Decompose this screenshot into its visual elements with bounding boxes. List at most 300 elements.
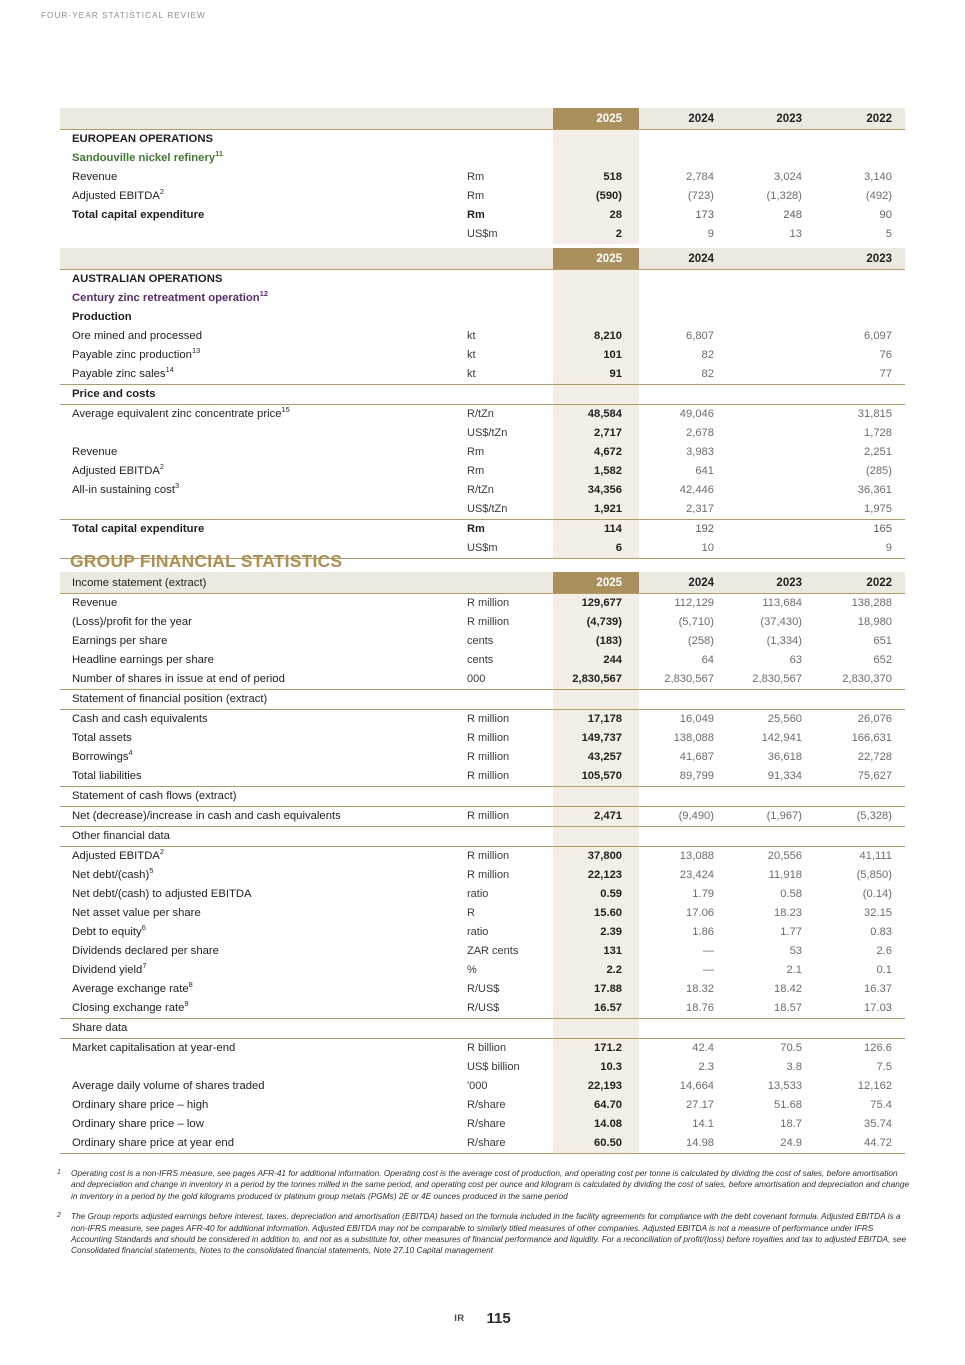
row-value: 89,799	[679, 770, 715, 782]
row-value-cell	[727, 613, 815, 632]
row-unit-cell	[463, 365, 553, 385]
row-label: Statement of cash flows (extract)	[72, 790, 237, 802]
row-label	[60, 1058, 463, 1077]
footer-ir-label: IR	[454, 1313, 465, 1324]
table-row	[60, 1058, 905, 1077]
row-value: 53	[789, 945, 803, 957]
row-label: Ore mined and processed	[72, 330, 202, 342]
row-value: 22,728	[857, 751, 893, 763]
row-value: 6	[615, 542, 622, 554]
row-value-cell	[639, 1058, 727, 1077]
row-unit: R million	[467, 810, 510, 822]
row-value-cell	[639, 327, 727, 346]
table-row	[60, 980, 905, 999]
row-unit: R/tZn	[467, 408, 494, 420]
footnote-ref: 4	[128, 748, 133, 758]
row-label: Dividend yield$^7$	[72, 961, 147, 976]
row-value: 18,980	[857, 616, 893, 628]
footnote-ref: 5	[149, 866, 154, 876]
row-value-cell	[639, 961, 727, 980]
row-unit: ZAR cents	[467, 945, 519, 957]
row-value-cell	[639, 904, 727, 923]
column-header-year-2025: 2025	[553, 248, 639, 270]
row-unit-cell	[463, 1134, 553, 1154]
row-value-cell	[639, 1134, 727, 1154]
row-label: Ordinary share price – low	[72, 1118, 204, 1130]
table-row	[60, 385, 905, 405]
table-row	[60, 866, 905, 885]
table-row	[60, 827, 905, 847]
row-label-cell	[60, 187, 463, 206]
row-value-cell	[553, 613, 639, 632]
table-row	[60, 1039, 905, 1059]
row-value: (1,334)	[766, 635, 803, 647]
row-value-cell	[553, 206, 639, 225]
row-unit-cell	[463, 827, 553, 847]
row-value	[727, 130, 815, 149]
row-label-cell	[60, 149, 463, 168]
row-value: (183)	[595, 635, 623, 647]
row-unit: R/US$	[467, 1002, 500, 1014]
row-unit-cell	[463, 168, 553, 187]
row-value-cell	[553, 807, 639, 827]
row-value: 1,921	[594, 503, 622, 515]
table-row	[60, 807, 905, 827]
page-footer	[0, 1310, 965, 1328]
footnote-marker: 2	[57, 1212, 61, 1220]
column-header-year-2023: 2023	[727, 108, 815, 130]
row-value-cell	[553, 168, 639, 187]
row-value	[815, 1019, 905, 1038]
row-value: 82	[701, 349, 714, 361]
row-label-cell	[60, 923, 463, 942]
row-unit-cell	[463, 904, 553, 923]
row-unit: R/share	[467, 1099, 506, 1111]
row-label-cell	[60, 748, 463, 767]
row-value: 4,672	[594, 446, 622, 458]
row-value: 22,123	[587, 869, 623, 881]
row-unit-cell	[463, 1019, 553, 1039]
row-value-cell	[815, 710, 905, 730]
row-unit: US$m	[467, 228, 498, 240]
row-unit-cell	[463, 980, 553, 999]
row-value-cell	[727, 443, 905, 462]
row-unit-cell	[463, 670, 553, 690]
australian-operations-table	[60, 248, 905, 559]
row-value-cell	[639, 866, 727, 885]
row-label-cell	[60, 385, 463, 405]
row-value: 64.70	[594, 1099, 623, 1111]
row-label-cell	[60, 443, 463, 462]
row-label: Total liabilities	[72, 770, 142, 782]
table-row	[60, 904, 905, 923]
row-value-cell	[815, 866, 905, 885]
column-header-year-2023: 2023	[727, 248, 905, 270]
row-label: Net asset value per share	[72, 907, 201, 919]
row-unit: R million	[467, 597, 510, 609]
footnote-marker: 1	[57, 1169, 61, 1176]
row-value-cell	[639, 651, 727, 670]
row-unit-cell	[463, 613, 553, 632]
row-value	[553, 270, 639, 289]
row-value	[639, 308, 727, 327]
row-value-cell	[553, 980, 639, 999]
row-value-cell	[727, 424, 905, 443]
row-value-cell	[727, 827, 815, 847]
row-value-cell	[727, 961, 815, 980]
row-value-cell	[639, 225, 727, 244]
column-header-year-2022: 2022	[815, 572, 905, 594]
row-value: 0.59	[600, 888, 623, 900]
row-unit-cell	[463, 1039, 553, 1059]
row-value-cell	[727, 1019, 815, 1039]
row-unit-cell	[463, 866, 553, 885]
row-value: —	[702, 964, 715, 976]
row-value-cell	[553, 827, 639, 847]
row-unit-cell	[463, 942, 553, 961]
row-value: 166,631	[851, 732, 893, 744]
row-unit-cell	[463, 1096, 553, 1115]
row-value-cell	[727, 187, 815, 206]
row-unit-cell	[463, 405, 553, 425]
row-label-cell	[60, 827, 463, 847]
row-value-cell	[553, 1019, 639, 1039]
row-value-cell	[727, 327, 905, 346]
row-value-cell	[553, 424, 639, 443]
row-value	[727, 308, 905, 327]
row-value: 3,140	[864, 171, 892, 183]
row-value-cell	[727, 690, 815, 710]
group-financial-statistics-table-wrap	[60, 572, 905, 1154]
row-value-cell	[639, 539, 727, 559]
row-value: 652	[873, 654, 893, 666]
row-label-cell	[60, 365, 463, 385]
row-unit-cell	[463, 1077, 553, 1096]
row-value-cell	[727, 1115, 815, 1134]
row-value-cell	[815, 225, 905, 244]
row-value: 0.83	[870, 926, 893, 938]
row-unit-cell	[463, 787, 553, 807]
row-value-cell	[553, 1134, 639, 1154]
row-value: 171.2	[594, 1042, 623, 1054]
row-label-cell	[60, 520, 463, 540]
row-label: Price and costs	[72, 388, 156, 400]
row-value-cell	[553, 961, 639, 980]
row-value-cell	[553, 904, 639, 923]
row-unit-cell	[463, 923, 553, 942]
row-unit-cell	[463, 346, 553, 365]
row-value-cell	[727, 594, 815, 614]
row-value-cell	[727, 168, 815, 187]
table-row	[60, 365, 905, 385]
row-value: 9	[885, 542, 892, 554]
australian-operations-table-wrap	[60, 248, 905, 559]
column-header-year-2023: 2023	[727, 572, 815, 594]
row-label-cell	[60, 710, 463, 730]
row-label-cell	[60, 866, 463, 885]
row-unit	[463, 1019, 553, 1038]
row-value-cell	[639, 613, 727, 632]
row-value: 17.06	[686, 907, 715, 919]
row-value: 165	[873, 523, 892, 535]
running-head: FOUR-YEAR STATISTICAL REVIEW	[41, 11, 206, 20]
row-value	[553, 130, 639, 149]
row-value	[553, 690, 639, 709]
row-value	[815, 130, 905, 149]
row-value: 36,618	[767, 751, 803, 763]
row-unit: kt	[467, 349, 476, 361]
row-unit-cell	[463, 1115, 553, 1134]
row-label: Net (decrease)/increase in cash and cash equivalents	[72, 810, 341, 822]
row-unit: US$/tZn	[467, 427, 508, 439]
row-value-cell	[727, 225, 815, 244]
table-row	[60, 405, 905, 425]
row-value: 18.7	[780, 1118, 803, 1130]
row-value: 35.74	[864, 1118, 893, 1130]
row-value	[553, 149, 639, 168]
table-header-label: Income statement (extract)	[60, 572, 553, 594]
row-value-cell	[727, 923, 815, 942]
row-value-cell	[553, 1058, 639, 1077]
row-value: 142,941	[761, 732, 803, 744]
row-value: 2,717	[594, 427, 622, 439]
row-value: 518	[603, 171, 622, 183]
row-value: 651	[873, 635, 893, 647]
row-value-cell	[639, 385, 727, 405]
row-unit-cell	[463, 308, 553, 327]
row-value-cell	[639, 670, 727, 690]
row-value-cell	[553, 729, 639, 748]
table-row	[60, 787, 905, 807]
row-unit: R/share	[467, 1118, 506, 1130]
row-value	[639, 787, 727, 806]
row-value-cell	[639, 1019, 727, 1039]
row-value: 2.39	[600, 926, 623, 938]
row-unit: ratio	[467, 888, 489, 900]
row-unit-cell	[463, 149, 553, 168]
row-value: 2,830,567	[572, 673, 623, 685]
column-header-year-2024: 2024	[639, 572, 727, 594]
row-value: 10.3	[600, 1061, 623, 1073]
row-label-cell	[60, 308, 463, 327]
row-value: 18.42	[774, 983, 803, 995]
row-value: 75,627	[857, 770, 893, 782]
row-value-cell	[639, 748, 727, 767]
row-value: 22,193	[587, 1080, 623, 1092]
row-label: Production	[72, 311, 132, 323]
table-row	[60, 613, 905, 632]
row-label-cell	[60, 462, 463, 481]
row-unit	[463, 270, 553, 289]
row-value-cell	[639, 999, 727, 1019]
row-value-cell	[727, 670, 815, 690]
row-value-cell	[639, 632, 727, 651]
row-unit	[463, 308, 553, 327]
row-unit-cell	[463, 187, 553, 206]
row-value-cell	[553, 1077, 639, 1096]
row-value-cell	[727, 787, 815, 807]
row-value-cell	[815, 1077, 905, 1096]
row-value: 17.03	[864, 1002, 893, 1014]
row-value-cell	[639, 885, 727, 904]
row-value-cell	[815, 1058, 905, 1077]
row-value-cell	[639, 346, 727, 365]
row-value: 14.98	[686, 1137, 715, 1149]
row-label: Ordinary share price at year end	[72, 1137, 235, 1149]
row-value-cell	[553, 500, 639, 520]
row-value-cell	[639, 130, 727, 150]
row-value-cell	[727, 289, 905, 308]
row-value-cell	[815, 613, 905, 632]
row-value-cell	[639, 787, 727, 807]
row-value-cell	[727, 270, 905, 290]
row-value-cell	[815, 942, 905, 961]
row-value-cell	[553, 1115, 639, 1134]
row-value-cell	[553, 885, 639, 904]
row-value: (4,739)	[586, 616, 623, 628]
row-value-cell	[727, 365, 905, 385]
row-value: 1,582	[594, 465, 622, 477]
column-header-year-2024: 2024	[639, 108, 727, 130]
table-row	[60, 999, 905, 1019]
row-unit-cell	[463, 289, 553, 308]
row-value-cell	[727, 710, 815, 730]
row-unit-cell	[463, 961, 553, 980]
row-value	[553, 308, 639, 327]
row-label: Revenue	[72, 171, 118, 183]
row-label: Total capital expenditure	[72, 209, 205, 221]
row-value: (37,430)	[760, 616, 803, 628]
row-label-cell	[60, 327, 463, 346]
row-value-cell	[553, 187, 639, 206]
row-value: 27.17	[686, 1099, 715, 1111]
row-label: Payable zinc sales$^{14}$	[72, 365, 174, 380]
row-value	[727, 149, 815, 168]
row-unit: Rm	[467, 446, 485, 458]
row-unit: R million	[467, 770, 510, 782]
row-value: 113,684	[762, 597, 803, 609]
row-value-cell	[815, 1039, 905, 1059]
row-value-cell	[727, 651, 815, 670]
row-value: 12,162	[857, 1080, 893, 1092]
row-value: 1.86	[692, 926, 715, 938]
row-value	[815, 690, 905, 709]
row-value: 14.08	[594, 1118, 623, 1130]
row-value-cell	[639, 847, 727, 867]
row-label: Closing exchange rate$^9$	[72, 999, 189, 1014]
row-value	[553, 787, 639, 806]
row-value	[639, 289, 727, 308]
row-value-cell	[815, 670, 905, 690]
row-value: 76	[879, 349, 892, 361]
row-value-cell	[553, 690, 639, 710]
row-unit: R million	[467, 732, 510, 744]
row-value: 105,570	[581, 770, 623, 782]
row-value-cell	[639, 923, 727, 942]
row-value: 49,046	[679, 408, 714, 420]
row-value-cell	[727, 807, 815, 827]
row-value: 0.58	[780, 888, 803, 900]
row-value-cell	[553, 670, 639, 690]
table-row	[60, 225, 905, 244]
row-value-cell	[727, 149, 815, 168]
row-unit	[463, 827, 553, 846]
row-unit: R/tZn	[467, 484, 494, 496]
row-value-cell	[639, 1115, 727, 1134]
row-unit: US$m	[467, 542, 498, 554]
row-unit-cell	[463, 807, 553, 827]
row-unit-cell	[463, 710, 553, 730]
row-value: 42.4	[692, 1042, 715, 1054]
row-label-cell	[60, 1077, 463, 1096]
row-value: 10	[701, 542, 714, 554]
table-row	[60, 1077, 905, 1096]
row-value-cell	[727, 130, 815, 150]
row-label: All-in sustaining cost$^3$	[72, 481, 180, 496]
row-value: (1,328)	[766, 190, 802, 202]
row-value	[639, 130, 727, 149]
row-label-cell	[60, 346, 463, 365]
row-value-cell	[727, 206, 815, 225]
row-value: 2,251	[864, 446, 892, 458]
row-value-cell	[553, 520, 639, 540]
row-value: 64	[701, 654, 715, 666]
row-value: 16.37	[864, 983, 893, 995]
row-label-cell	[60, 787, 463, 807]
footnote-ref: 2	[159, 462, 165, 472]
row-value: 9	[707, 228, 714, 240]
row-value-cell	[639, 520, 727, 540]
row-value-cell	[727, 405, 905, 425]
row-label: Net debt/(cash) to adjusted EBITDA	[72, 888, 252, 900]
row-value-cell	[815, 807, 905, 827]
table-row	[60, 942, 905, 961]
row-value: 26,076	[857, 713, 893, 725]
row-label: Number of shares in issue at end of period	[72, 673, 285, 685]
row-unit-cell	[463, 847, 553, 867]
row-value-cell	[727, 1134, 815, 1154]
row-label-cell	[60, 270, 463, 290]
table-row	[60, 594, 905, 614]
footnote-ref: 12	[259, 289, 268, 299]
row-value-cell	[815, 187, 905, 206]
row-value: 138,088	[673, 732, 715, 744]
row-value: (723)	[687, 190, 714, 202]
row-label-cell	[60, 670, 463, 690]
row-value: 2,317	[686, 503, 714, 515]
row-value-cell	[553, 847, 639, 867]
table-row	[60, 149, 905, 168]
row-value: 11,918	[768, 869, 803, 881]
row-value-cell	[727, 904, 815, 923]
row-unit: %	[467, 964, 477, 976]
table-row	[60, 424, 905, 443]
row-unit-cell	[463, 225, 553, 244]
row-label: Ordinary share price – high	[72, 1099, 209, 1111]
row-unit-cell	[463, 594, 553, 614]
row-unit-cell	[463, 424, 553, 443]
table-row	[60, 651, 905, 670]
row-unit-cell	[463, 632, 553, 651]
row-label-cell	[60, 651, 463, 670]
row-value-cell	[815, 827, 905, 847]
row-unit-cell	[463, 748, 553, 767]
table-header-label	[60, 248, 553, 270]
row-label: Revenue	[72, 597, 118, 609]
row-value-cell	[553, 365, 639, 385]
row-value-cell	[639, 443, 727, 462]
row-unit-cell	[463, 206, 553, 225]
